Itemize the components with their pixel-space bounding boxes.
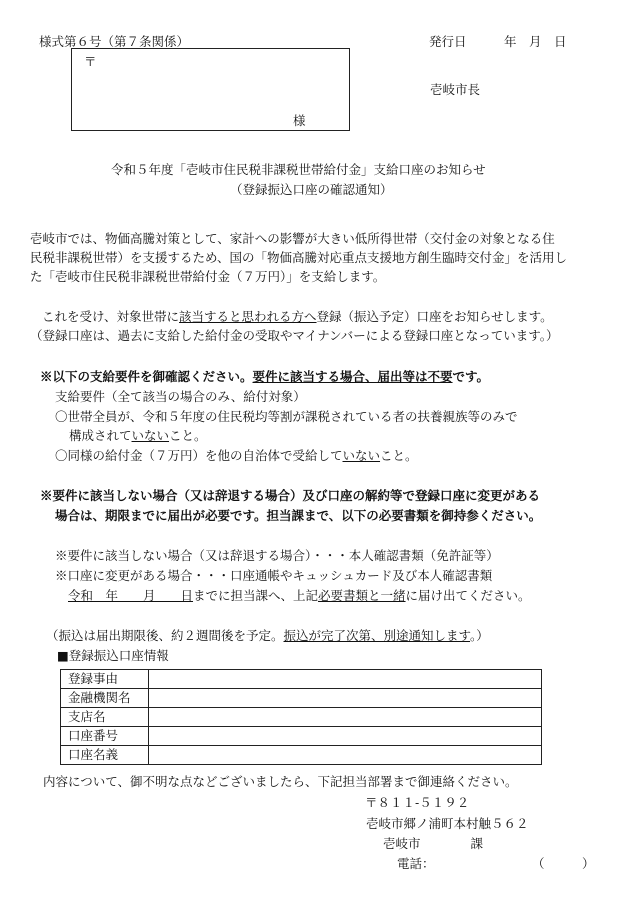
contact-note: 内容について、御不明な点などございましたら、下記担当部署まで御連絡ください。	[43, 774, 518, 789]
account-label: 登録事由	[61, 670, 149, 689]
postal-mark: 〒	[84, 54, 97, 69]
notice-line-1: これを受け、対象世帯に該当すると思われる方へ登録（振込予定）口座をお知らせします。	[42, 309, 553, 324]
contact-postal: 〒８１１-５１９２	[365, 795, 470, 810]
account-label: 金融機関名	[61, 689, 149, 708]
account-row	[61, 708, 542, 727]
account-value-cell	[149, 670, 542, 689]
change-line-1: ※要件に該当しない場合（又は辞退する場合）及び口座の解約等で登録口座に変更がある	[40, 488, 541, 503]
account-row	[61, 746, 542, 765]
account-value-cell	[149, 727, 542, 746]
contact-department: 壱岐市 課	[383, 836, 484, 851]
documents-line-1: ※要件に該当しない場合（又は辞退する場合）・・・本人確認書類（免許証等）	[55, 548, 499, 563]
account-row	[61, 689, 542, 708]
requirement-item-1: 〇世帯全員が、令和５年度の住民税均等割が課税されている者の扶養親族等のみで	[55, 409, 518, 424]
issuer: 壱岐市長	[430, 82, 481, 97]
deadline-line: 令和 年 月 日までに担当課へ、上記必要書類と一緒に届け出てください。	[68, 588, 531, 603]
account-row	[61, 670, 542, 689]
account-value-cell	[149, 689, 542, 708]
account-value-cell	[149, 708, 542, 727]
requirement-heading: ※以下の支給要件を御確認ください。要件に該当する場合、届出等は不要です。	[40, 369, 490, 384]
intro-line-1: 壱岐市では、物価高騰対策として、家計への影響が大きい低所得世帯（交付金の対象となる住	[30, 231, 555, 246]
page-subtitle: （登録振込口座の確認通知）	[230, 182, 393, 197]
account-table	[60, 669, 542, 765]
form-number: 様式第６号（第７条関係）	[39, 34, 190, 49]
documents-line-2: ※口座に変更がある場合・・・口座通帳やキュッシュカード及び本人確認書類	[55, 568, 493, 583]
account-heading: ■登録振込口座情報	[57, 648, 169, 663]
notice-line-2: （登録口座は、過去に支給した給付金の受取やマイナンバーによる登録口座となっています。）	[30, 328, 559, 343]
intro-line-2: 民税非課税世帯）を支援するため、国の「物価高騰対応重点支援地方創生臨時交付金」を活用し	[30, 250, 568, 265]
requirement-item-2: 〇同様の給付金（７万円）を他の自治体で受給していないこと。	[55, 448, 418, 463]
address-box	[71, 48, 350, 131]
issue-date: 発行日 年 月 日	[429, 34, 567, 49]
change-line-2: 場合は、期限までに届出が必要です。担当課まで、以下の必要書類を御持参ください。	[55, 508, 542, 523]
contact-phone-label: 電話：	[397, 856, 435, 871]
honorific: 様	[293, 113, 306, 128]
contact-phone-parens: （ ）	[532, 856, 595, 871]
requirement-sub: 支給要件（全て該当の場合のみ、給付対象）	[55, 389, 306, 404]
contact-address: 壱岐市郷ノ浦町本村触５６２	[366, 816, 529, 831]
account-label: 口座番号	[61, 727, 149, 746]
intro-line-3: た「壱岐市住民税非課税世帯給付金（７万円）」を支給します。	[30, 269, 386, 284]
page-title: 令和５年度「壱岐市住民税非課税世帯給付金」支給口座のお知らせ	[111, 162, 486, 177]
account-label: 支店名	[61, 708, 149, 727]
requirement-item-1-cont: 構成されていないこと。	[69, 428, 207, 443]
account-row	[61, 727, 542, 746]
account-value-cell	[149, 746, 542, 765]
transfer-note: （振込は届出期限後、約２週間後を予定。振込が完了次第、別途通知します。）	[46, 628, 489, 643]
account-label: 口座名義	[61, 746, 149, 765]
